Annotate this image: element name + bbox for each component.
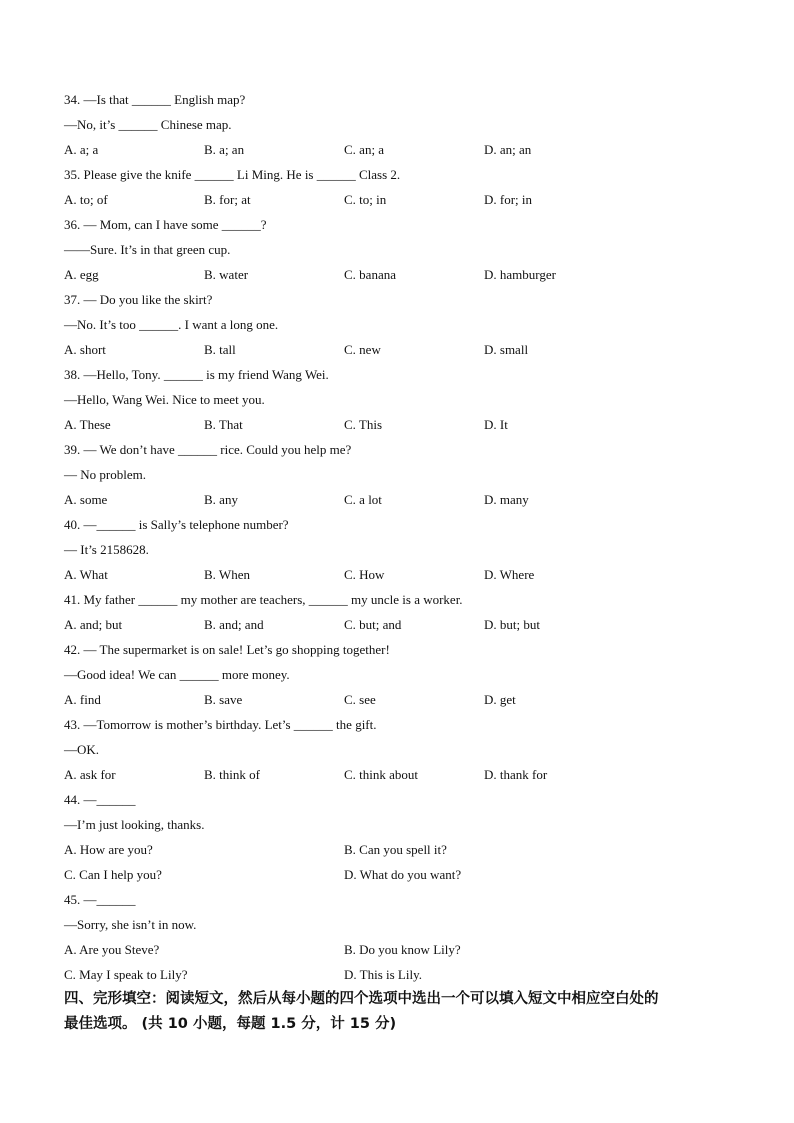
question-item [64, 887, 740, 987]
question-stem: 43. —Tomorrow is mother’s birthday. Let’s ______ the gift. [64, 717, 377, 732]
question-item [64, 587, 740, 637]
option-d: D. many [484, 492, 529, 507]
option-b: B. Do you know Lily? [344, 942, 461, 957]
option-d: D. but; but [484, 617, 540, 632]
option-a: A. find [64, 692, 101, 707]
option-a: A. ask for [64, 767, 116, 782]
option-a: A. These [64, 417, 111, 432]
option-b: B. Can you spell it? [344, 842, 447, 857]
question-stem: 44. —______ [64, 792, 136, 807]
option-b: B. any [204, 492, 238, 507]
answer-options [64, 612, 740, 637]
option-d: D. an; an [484, 142, 532, 157]
option-d: D. small [484, 342, 529, 357]
option-a: A. to; of [64, 192, 108, 207]
section-heading-line-2: 最佳选项。 (共 10 小题，每题 1.5 分，计 15 分) [64, 1016, 397, 1032]
option-b: B. think of [204, 767, 260, 782]
question-stem: 34. —Is that ______ English map? [64, 92, 246, 107]
dialogue-reply: —I’m just looking, thanks. [64, 817, 205, 832]
option-c: C. This [344, 417, 383, 432]
answer-options [64, 187, 740, 212]
option-b: B. a; an [204, 142, 245, 157]
option-a: A. short [64, 342, 106, 357]
answer-options [64, 262, 740, 287]
question-item [64, 637, 740, 712]
question-stem: 39. — We don’t have ______ rice. Could you help me? [64, 442, 352, 457]
option-b: B. for; at [204, 192, 251, 207]
option-c: C. Can I help you? [64, 867, 162, 882]
answer-options [64, 137, 740, 162]
question-item [64, 437, 740, 512]
option-c: C. How [344, 567, 385, 582]
dialogue-reply: ——Sure. It’s in that green cup. [64, 242, 231, 257]
question-item [64, 212, 740, 287]
option-b: B. tall [204, 342, 236, 357]
option-d: D. Where [484, 567, 535, 582]
question-item [64, 87, 740, 162]
section-heading [64, 987, 659, 1037]
option-a: A. What [64, 567, 108, 582]
section-heading-line-1: 四、完形填空：阅读短文，然后从每小题的四个选项中选出一个可以填入短文中相应空白处的 [64, 991, 659, 1007]
answer-options [64, 937, 740, 962]
option-c: C. see [344, 692, 376, 707]
option-a: A. a; a [64, 142, 99, 157]
question-list [64, 87, 740, 987]
question-stem: 38. —Hello, Tony. ______ is my friend Wang Wei. [64, 367, 329, 382]
option-b: B. and; and [204, 617, 264, 632]
option-c: C. a lot [344, 492, 382, 507]
question-item [64, 362, 740, 437]
question-item [64, 287, 740, 362]
question-stem: 45. —______ [64, 892, 136, 907]
option-b: B. That [204, 417, 243, 432]
dialogue-reply: —Good idea! We can ______ more money. [64, 667, 290, 682]
option-c: C. to; in [344, 192, 387, 207]
dialogue-reply: —Hello, Wang Wei. Nice to meet you. [64, 392, 265, 407]
dialogue-reply: —No. It’s too ______. I want a long one. [64, 317, 279, 332]
answer-options [64, 837, 740, 862]
option-c: C. banana [344, 267, 396, 282]
option-c: C. think about [344, 767, 419, 782]
option-d: D. It [484, 417, 508, 432]
answer-options [64, 412, 740, 437]
option-b: B. save [204, 692, 243, 707]
answer-options [64, 562, 740, 587]
dialogue-reply: —OK. [64, 742, 100, 757]
option-d: D. for; in [484, 192, 533, 207]
answer-options [64, 862, 740, 887]
option-a: A. Are you Steve? [64, 942, 160, 957]
option-c: C. but; and [344, 617, 402, 632]
dialogue-reply: — It’s 2158628. [64, 542, 149, 557]
option-c: C. new [344, 342, 381, 357]
option-a: A. egg [64, 267, 99, 282]
option-b: B. When [204, 567, 250, 582]
option-d: D. get [484, 692, 516, 707]
question-item [64, 162, 740, 212]
answer-options [64, 487, 740, 512]
question-item [64, 512, 740, 587]
option-b: B. water [204, 267, 249, 282]
option-d: D. What do you want? [344, 867, 462, 882]
option-a: A. some [64, 492, 108, 507]
option-d: D. This is Lily. [344, 967, 423, 982]
option-a: A. and; but [64, 617, 123, 632]
question-item [64, 712, 740, 787]
option-c: C. an; a [344, 142, 385, 157]
answer-options [64, 962, 740, 987]
question-stem: 37. — Do you like the skirt? [64, 292, 213, 307]
option-d: D. thank for [484, 767, 548, 782]
option-c: C. May I speak to Lily? [64, 967, 188, 982]
question-stem: 41. My father ______ my mother are teachers, ______ my uncle is a worker. [64, 592, 463, 607]
question-stem: 40. —______ is Sally’s telephone number? [64, 517, 289, 532]
answer-options [64, 762, 740, 787]
dialogue-reply: — No problem. [64, 467, 146, 482]
dialogue-reply: —No, it’s ______ Chinese map. [64, 117, 232, 132]
dialogue-reply: —Sorry, she isn’t in now. [64, 917, 197, 932]
option-d: D. hamburger [484, 267, 556, 282]
option-a: A. How are you? [64, 842, 153, 857]
answer-options [64, 687, 740, 712]
question-stem: 35. Please give the knife ______ Li Ming. He is ______ Class 2. [64, 167, 401, 182]
question-stem: 42. — The supermarket is on sale! Let’s go shopping together! [64, 642, 390, 657]
question-item [64, 787, 740, 887]
answer-options [64, 337, 740, 362]
question-stem: 36. — Mom, can I have some ______? [64, 217, 267, 232]
